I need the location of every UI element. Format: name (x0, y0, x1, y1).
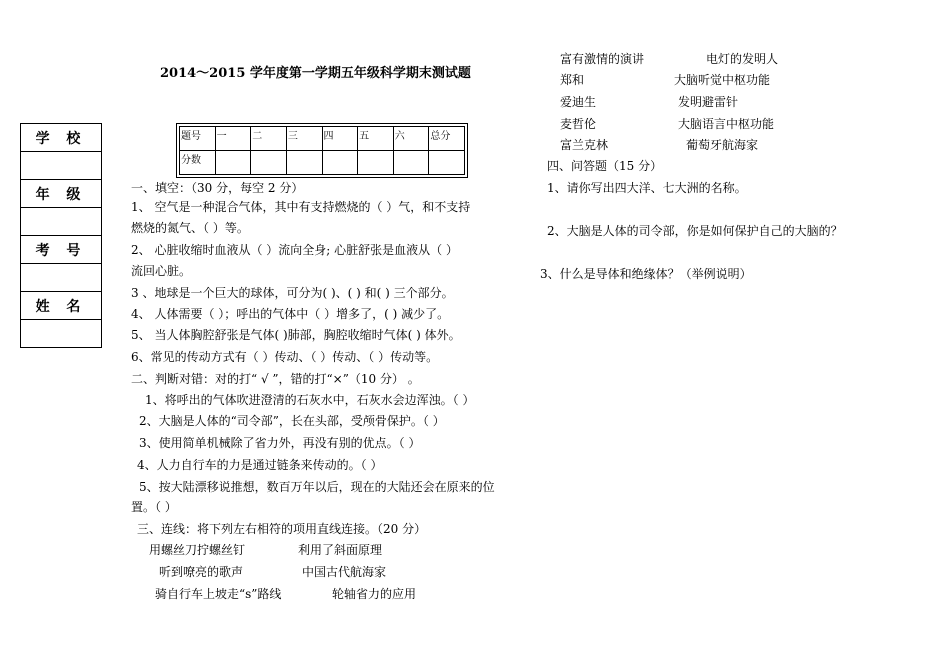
score-table (176, 123, 468, 178)
section1-line: 5、 当人体胸腔舒张是气体( )肺部，胸腔收缩时气体( ) 体外。 (131, 328, 461, 342)
section1-line: 3 、地球是一个巨大的球体，可分为( )、( ) 和( ) 三个部分。 (131, 286, 454, 300)
match-left: 爱迪生 (560, 95, 597, 109)
match-right: 中国古代航海家 (302, 565, 387, 579)
school-field[interactable] (21, 152, 102, 180)
match-right: 葡萄牙航海家 (686, 138, 759, 152)
score-header: 六 (393, 127, 429, 151)
score-header: 一 (215, 127, 251, 151)
question: 3、什么是导体和绝缘体？（举例说明） (540, 267, 752, 281)
exam-number-field[interactable] (21, 264, 102, 292)
score-header: 题号 (180, 127, 216, 151)
exam-title: 2014～2015 学年度第一学期五年级科学期末测试题 (160, 66, 471, 81)
name-label: 姓 名 (21, 292, 102, 320)
match-right: 大脑语言中枢功能 (678, 117, 775, 131)
score-header: 三 (286, 127, 322, 151)
section1-line: 6、常见的传动方式有（ ）传动、（ ）传动、（ ）传动等。 (131, 350, 439, 364)
section1-line: 4、 人体需要（ ）；呼出的气体中（ ）增多了，( ) 减少了。 (131, 307, 450, 321)
match-right: 轮轴省力的应用 (332, 587, 417, 601)
match-right: 利用了斜面原理 (298, 543, 383, 557)
section1-line: 2、 心脏收缩时血液从（ ）流向全身; 心脏舒张是血液从（ ） (131, 243, 458, 257)
section2-line: 置。（ ） (131, 500, 177, 514)
question: 1、请你写出四大洋、七大洲的名称。 (547, 181, 747, 195)
section2-line: 3、使用简单机械除了省力外，再没有别的优点。（ ） (139, 436, 421, 450)
section2-line: 5、按大陆漂移说推想，数百万年以后，现在的大陆还会在原来的位 (139, 480, 495, 494)
match-left: 麦哲伦 (560, 117, 597, 131)
grade-field[interactable] (21, 208, 102, 236)
match-left: 富兰克林 (560, 138, 609, 152)
section1-line: 燃烧的氮气、（ ）等。 (131, 221, 249, 235)
match-left: 郑和 (560, 73, 585, 87)
score-cell[interactable] (358, 151, 394, 175)
section1-line: 1、 空气是一种混合气体，其中有支持燃烧的（ ）气，和不支持 (131, 200, 471, 214)
score-cell[interactable] (429, 151, 465, 175)
match-left: 富有激情的演讲 (560, 52, 645, 66)
section1-heading: 一、填空：（30 分，每空 2 分） (131, 181, 304, 195)
score-cell[interactable] (215, 151, 251, 175)
match-left: 用螺丝刀拧螺丝钉 (149, 543, 246, 557)
score-header: 二 (251, 127, 287, 151)
student-info-table (20, 123, 102, 348)
section2-line: 2、大脑是人体的“司令部”，长在头部，受颅骨保护。（ ） (139, 414, 445, 428)
school-label: 学 校 (21, 124, 102, 152)
score-cell[interactable] (393, 151, 429, 175)
section2-line: 4、人力自行车的力是通过链条来传动的。（ ） (137, 458, 383, 472)
section2-heading: 二、判断对错：对的打“ √ ”，错的打“×”（10 分） 。 (131, 372, 420, 386)
match-left: 骑自行车上坡走“s”路线 (155, 587, 282, 601)
name-field[interactable] (21, 320, 102, 348)
score-header: 五 (358, 127, 394, 151)
exam-number-label: 考 号 (21, 236, 102, 264)
match-left: 听到嘹亮的歌声 (159, 565, 244, 579)
section4-heading: 四、问答题（15 分） (547, 159, 663, 173)
match-right: 电灯的发明人 (706, 52, 779, 66)
score-cell[interactable] (251, 151, 287, 175)
match-right: 大脑听觉中枢功能 (674, 73, 771, 87)
question: 2、大脑是人体的司令部，你是如何保护自己的大脑的？ (547, 224, 843, 238)
grade-label: 年 级 (21, 180, 102, 208)
score-cell[interactable] (322, 151, 358, 175)
section2-line: 1、将呼出的气体吹进澄清的石灰水中，石灰水会边浑浊。（ ） (145, 393, 475, 407)
score-header: 总分 (429, 127, 465, 151)
section3-heading: 三、连线：将下列左右相符的项用直线连接。（20 分） (137, 522, 427, 536)
score-cell[interactable] (286, 151, 322, 175)
section1-line: 流回心脏。 (131, 264, 192, 278)
score-row-label: 分数 (180, 151, 216, 175)
score-header: 四 (322, 127, 358, 151)
match-right: 发明避雷针 (678, 95, 739, 109)
